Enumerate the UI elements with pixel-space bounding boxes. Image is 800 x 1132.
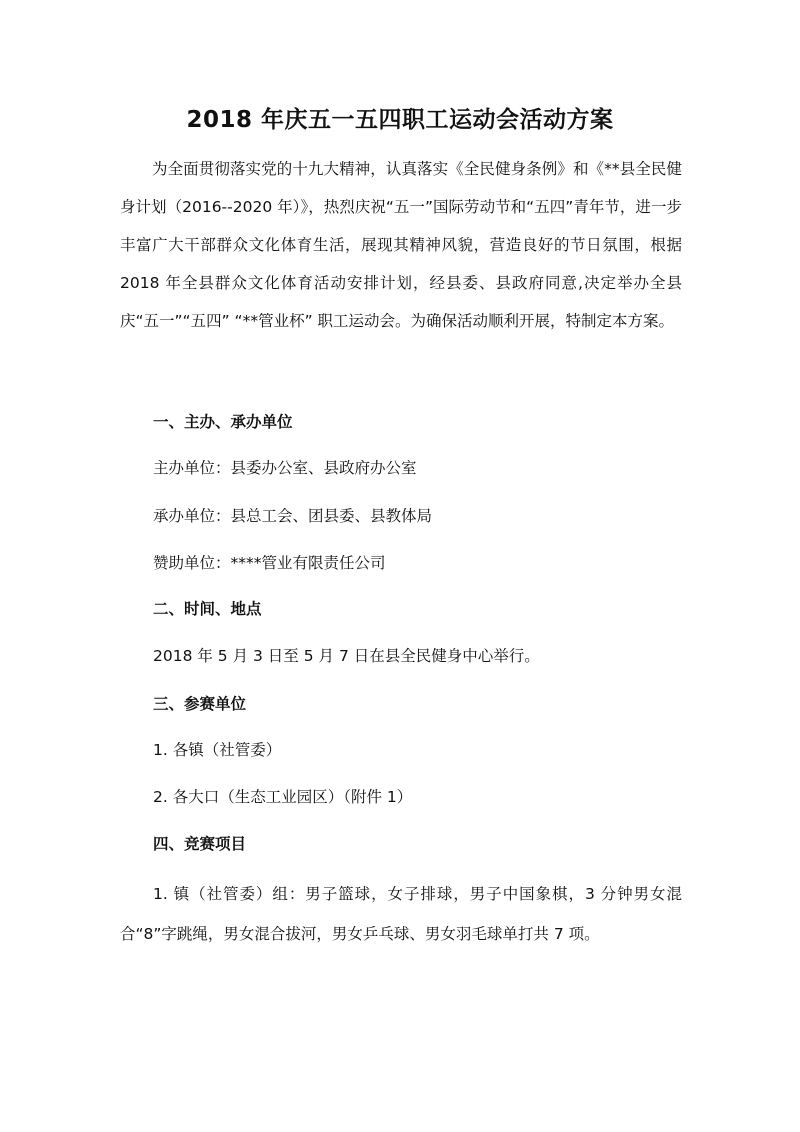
time-place-detail: 2018 年 5 月 3 日至 5 月 7 日在县全民健身中心举行。 [153,647,540,665]
intro-paragraph: 为全面贯彻落实党的十九大精神，认真落实《全民健身条例》和《**县全民健身计划（2016--2020 年）》，热烈庆祝“五一”国际劳动节和“五四”青年节，进一步丰富广大干部群众文化体育生活，展现其精神风貌，营造良好的节日氛围，根据 2018 年全县群众文化体育活动安排计划，经县委、县政府同意,决定举办全县庆“五一”“五四” “**管业杯” 职工运动会。为确保活动顺利开展，特制定本方案。 [120,160,682,330]
sponsor-unit: 赞助单位：****管业有限责任公司 [153,554,386,572]
document-title: 2018 年庆五一五四职工运动会活动方案 [186,107,614,133]
host-unit: 主办单位：县委办公室、县政府办公室 [153,459,417,477]
section-heading-participants: 三、参赛单位 [153,695,247,713]
section-heading-organizers: 一、主办、承办单位 [153,413,293,431]
section-heading-time-place: 二、时间、地点 [153,600,262,618]
participant-item-2: 2. 各大口（生态工业园区）（附件 1） [153,788,413,806]
events-item-1: 1. 镇（社管委）组：男子篮球，女子排球，男子中国象棋，3 分钟男女混合“8”字跳绳，男女混合拔河，男女乒乓球、男女羽毛球单打共 7 项。 [120,885,682,943]
participant-item-1: 1. 各镇（社管委） [153,741,282,759]
organizer-unit: 承办单位：县总工会、团县委、县教体局 [153,507,433,525]
section-heading-events: 四、竞赛项目 [153,835,247,853]
